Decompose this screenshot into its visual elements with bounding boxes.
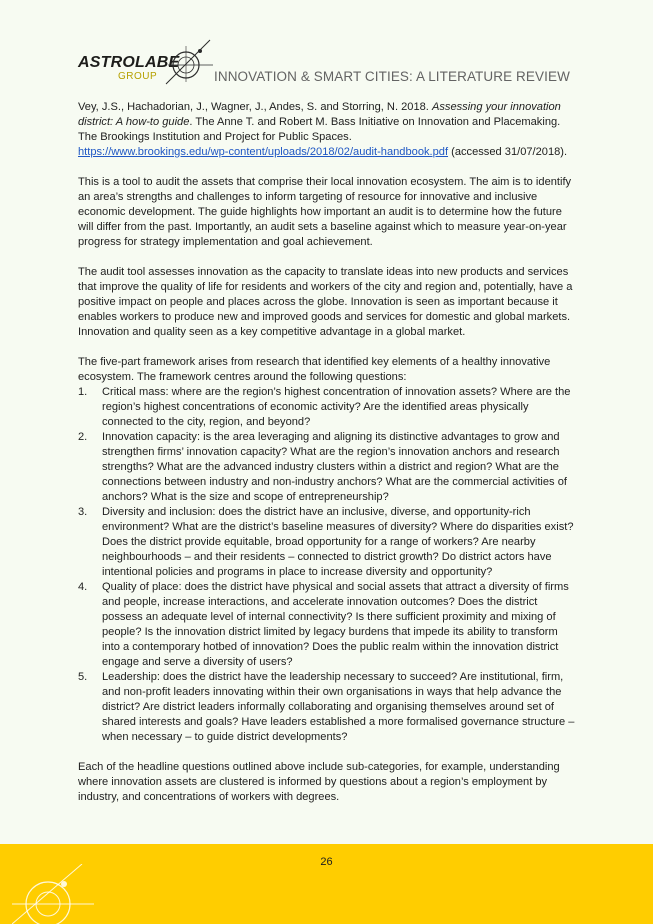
list-item [78,580,578,670]
document-title: INNOVATION & SMART CITIES: A LITERATURE REVIEW [214,69,570,84]
reference-publisher: . The Anne T. and Robert M. Bass Initiative on Innovation and Placemaking. The Brookings Institution and Project for Public Spaces. [78,116,561,143]
list-text: Critical mass: where are the region’s highest concentration of innovation assets? Where are the region’s highest concentrations of economic activity? Are the identified areas physically connected to the city, region, and beyond? [102,386,571,428]
page-header [0,0,653,100]
list-item [78,670,578,745]
closing-paragraph: Each of the headline questions outlined above include sub-categories, for example, understanding where innovation assets are clustered is informed by questions about a region’s employment by industry, and concentrations of workers with degrees. [78,761,560,803]
list-number: 4. [78,581,88,593]
paragraph: The audit tool assesses innovation as the capacity to translate ideas into new products and services that improve the quality of life for residents and workers of the city and region and, potentially, have a positive impact on people and places across the globe. Innovation is seen as important because it enables workers to produce new and improved goods and services for domestic and global markets. Innovation and quality seen as a key competitive advantage in a global market. [78,266,573,338]
list-text: Diversity and inclusion: does the district have an inclusive, diverse, and opportunity-rich environment? What are the district’s baseline measures of diversity? Where do disparities exist? Does the district provide equitable, broad opportunity for a range of workers? Are nearby neighbourhoods – and their residents – connected to district growth? Do district actors have intentional policies and programs in place to increase diversity and opportunity? [102,506,574,578]
paragraph: The five-part framework arises from research that identified key elements of a healthy innovative ecosystem. The framework centres around the following questions: [78,356,551,383]
reference-link[interactable]: https://www.brookings.edu/wp-content/uploads/2018/02/audit-handbook.pdf [78,146,449,158]
logo-group-label: GROUP [118,71,158,82]
list-item [78,505,578,580]
astrolabe-watermark-icon [12,864,94,924]
list-text: Leadership: does the district have the leadership necessary to succeed? Are institutional, firm, and non-profit leaders innovating within their own organisations in ways that help advance the district? Are district leaders informally collaborating and organising themselves around set of shared interests and goals? Have leaders established a more formalised governance structure – when necessary – to guide district developments? [102,671,575,743]
list-text: Innovation capacity: is the area leveraging and aligning its distinctive advantages to grow and strengthen firms’ innovation capacity? What are the region’s innovation anchors and research strengths? What are the advanced industry clusters within a district and region? What are the connections between industry and non-industry anchors? What are the commercial activities of anchors? What is the size and scope of entrepreneurship? [102,431,567,503]
page-body [78,100,578,820]
logo-wordmark: ASTROLABE [78,54,180,71]
list-text: Quality of place: does the district have physical and social assets that attract a diversity of firms and people, increase interactions, and accelerate innovation outcomes? Does the district possess an adequate level of internal connectivity? Is there sufficient proximity and mixing of people? Is the innovation district limited by legacy burdens that impede its ability to transform into a contemporary hotbed of innovation? Does the public realm within the innovation district engage and serve a diversity of users? [102,581,569,668]
paragraph: This is a tool to audit the assets that comprise their local innovation ecosystem. The aim is to identify an area’s strengths and challenges to inform targeting of resource for innovative and inclusive economic development. The guide highlights how important an audit is to determine how the future will differ from the past. Importantly, an audit sets a baseline against which to measure year-on-year progress for strategy implementation and goal achievement. [78,176,572,248]
list-number: 3. [78,506,88,518]
reference-accessed: (accessed 31/07/2018). [448,146,568,158]
list-number: 2. [78,431,88,443]
page-footer [0,844,653,924]
list-item [78,385,578,430]
list-item [78,430,578,505]
reference-authors: Vey, J.S., Hachadorian, J., Wagner, J., Andes, S. and Storring, N. 2018. [78,101,432,113]
astrolabe-icon [164,38,214,86]
reference-entry [78,100,578,160]
list-number: 1. [78,386,88,398]
framework-question-list [78,385,578,745]
astrolabe-logo [78,38,213,86]
page-number: 26 [320,856,333,868]
list-number: 5. [78,671,88,683]
reference-title: Assessing your innovation district: A how-to guide [78,101,561,128]
